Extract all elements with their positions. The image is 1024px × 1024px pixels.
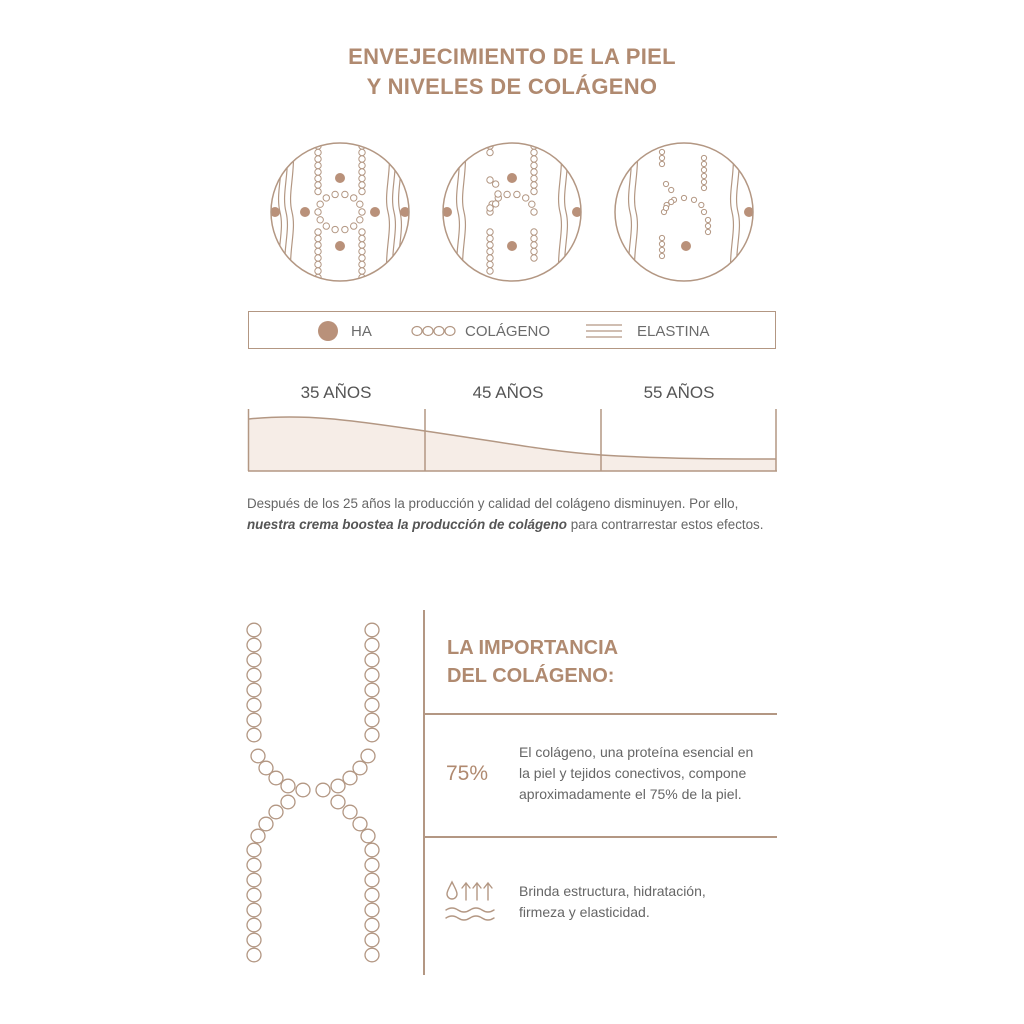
divider-1 — [424, 713, 777, 715]
hydration-icon — [445, 880, 497, 926]
skin-circle-1 — [270, 140, 410, 284]
importance-title-line-1: LA IMPORTANCIA — [447, 637, 619, 659]
divider-2 — [424, 836, 777, 838]
vertical-divider — [423, 610, 425, 975]
note-line-2-rest: para contrarrestar estos efectos. — [566, 517, 764, 532]
legend-item-elastin — [585, 312, 710, 350]
legend — [248, 311, 776, 349]
stat-line-1: El colágeno, una proteína esencial en — [519, 744, 754, 760]
note-line-2 — [247, 514, 787, 535]
stat-line-2: la piel y tejidos conectivos, compone — [519, 765, 747, 781]
stat-value: 75% — [446, 762, 489, 785]
collagen-chain-illustration — [238, 618, 388, 968]
legend-label-collagen: COLÁGENO — [465, 322, 551, 340]
collagen-note — [247, 493, 787, 535]
title-line-2: Y NIVELES DE COLÁGENO — [366, 74, 658, 99]
elastin-lines-icon — [585, 321, 623, 341]
benefit-description — [519, 881, 779, 923]
age-label-45: 45 AÑOS — [472, 383, 544, 402]
skin-circle-2 — [442, 140, 582, 284]
legend-label-ha: HA — [351, 322, 372, 340]
ha-dot-icon — [317, 320, 339, 342]
skin-aging-circles — [260, 132, 770, 292]
legend-label-elastin: ELASTINA — [637, 322, 710, 340]
benefit-line-2: firmeza y elasticidad. — [519, 904, 650, 920]
age-label-55: 55 AÑOS — [643, 383, 715, 402]
note-line-1: Después de los 25 años la producción y calidad del colágeno disminuyen. Por ello, — [247, 496, 739, 511]
legend-item-collagen — [411, 312, 550, 350]
importance-title — [447, 634, 618, 690]
skin-circle-3 — [615, 140, 754, 284]
title-line-1: ENVEJECIMIENTO DE LA PIEL — [348, 44, 676, 69]
collagen-decline-curve — [247, 407, 779, 473]
benefit-line-1: Brinda estructura, hidratación, — [519, 883, 706, 899]
stat-description — [519, 742, 779, 805]
collagen-beads — [247, 623, 379, 962]
importance-title-line-2: DEL COLÁGENO: — [447, 665, 615, 687]
collagen-chain-icon — [411, 324, 457, 338]
note-emphasis: nuestra crema boostea la producción de colágeno — [247, 517, 567, 532]
age-label-35: 35 AÑOS — [300, 383, 372, 402]
page-title — [0, 42, 1024, 102]
legend-item-ha — [317, 312, 372, 350]
stat-line-3: aproximadamente el 75% de la piel. — [519, 786, 742, 802]
